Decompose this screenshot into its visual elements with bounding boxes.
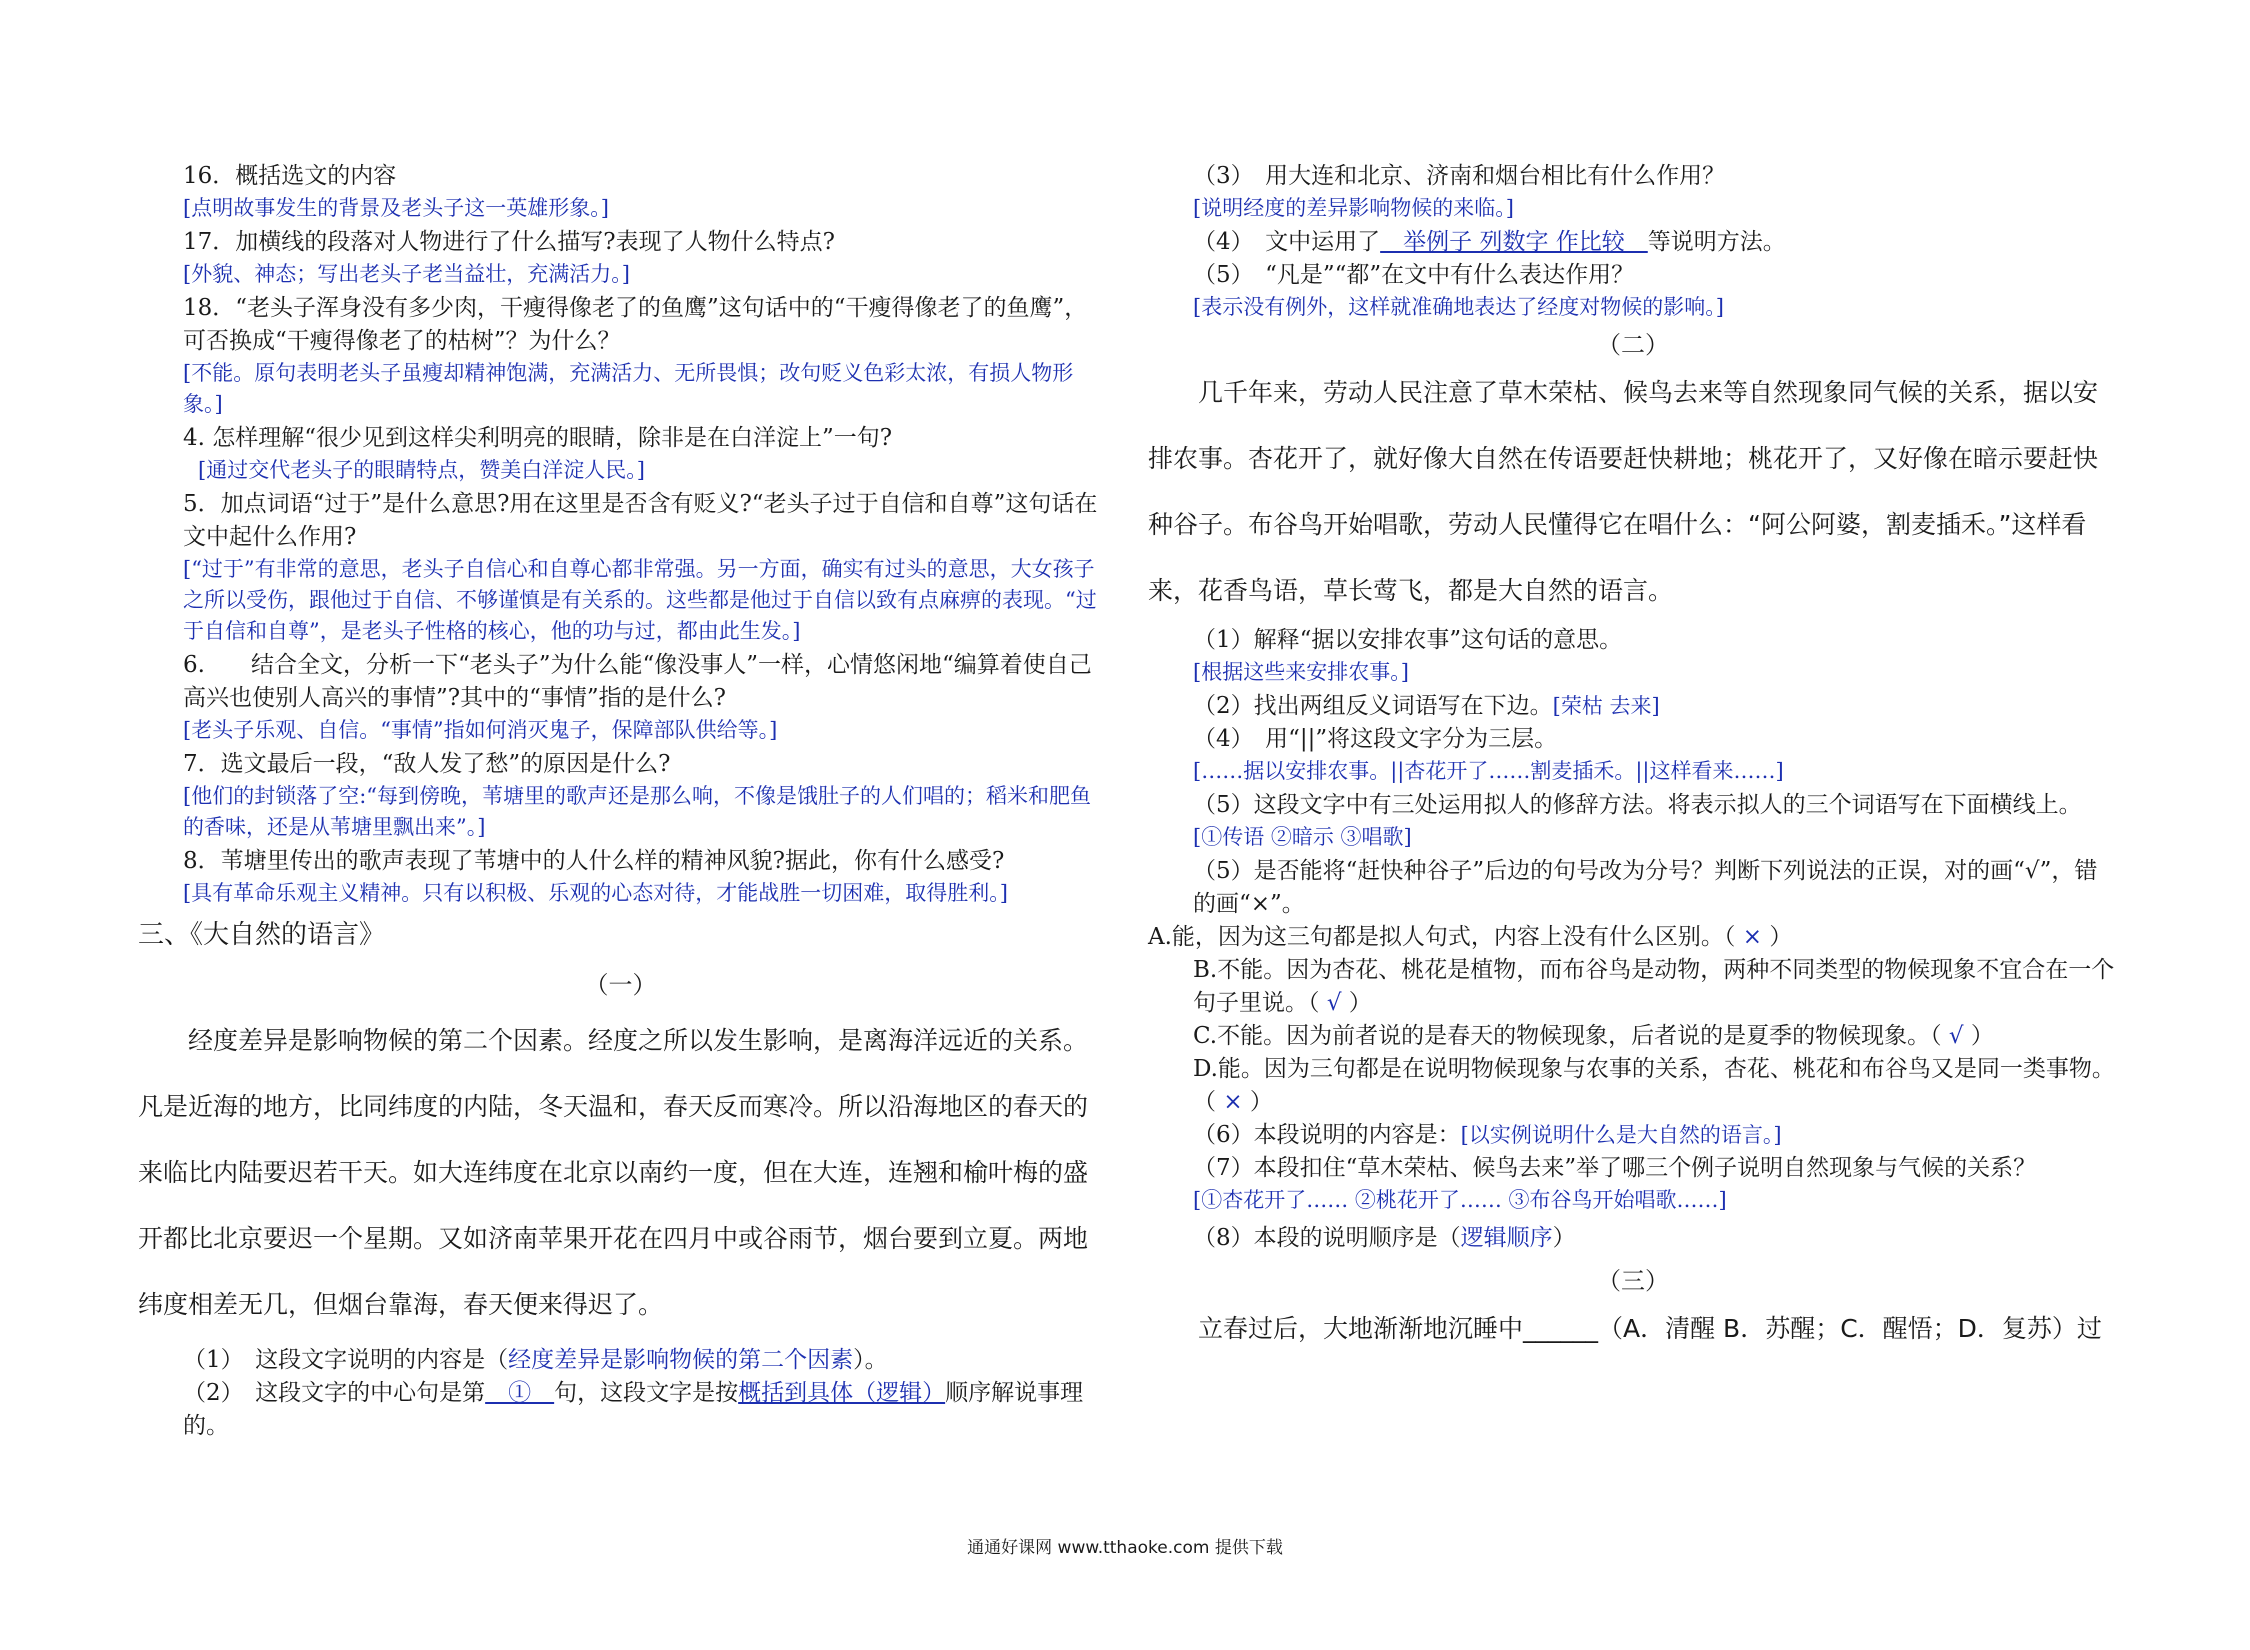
- right-column: [1148, 160, 2118, 1362]
- option-d-text: D.能。因为三句都是在说明物候现象与农事的关系，杏花、桃花和布谷鸟又是同一类事物。（: [1193, 1056, 2115, 1115]
- question-5: 5．加点词语“过于”是什么意思?用在这里是否含有贬义?“老头子过于自信和自尊”这句话在文中起什么作用?: [183, 491, 1098, 550]
- q1-answer: 经度差异是影响物候的第二个因素: [508, 1347, 854, 1373]
- q1-prefix: （1） 这段文字说明的内容是（: [183, 1347, 509, 1373]
- part-one-heading: （一）: [584, 971, 657, 999]
- passage-three: 立春过后，大地渐渐地沉睡中______（A．清醒 B．苏醒；C．醒悟；D．复苏）过: [1198, 1314, 2102, 1343]
- p2-question-6: [1148, 1119, 2118, 1152]
- p2-answer-7: [①杏花开了…… ②桃花开了…… ③布谷鸟开始唱歌……]: [1193, 1188, 1727, 1212]
- option-d-close: ）: [1249, 1089, 1273, 1115]
- q1-suffix: ）。: [853, 1347, 888, 1373]
- option-a-mark: ×: [1742, 924, 1763, 950]
- answer-6: [老头子乐观、自信。“事情”指如何消灭鬼子，保障部队供给等。]: [183, 718, 778, 742]
- methods-answer: 举例子 列数字 作比较: [1380, 229, 1648, 255]
- q2-suffix: 顺序解说事理的。: [183, 1380, 1084, 1439]
- p2-q6-text: （6）本段说明的内容是：: [1193, 1122, 1461, 1148]
- left-column: [138, 160, 1103, 1443]
- part-three-heading: （三）: [1597, 1267, 1669, 1295]
- part-two-heading: （二）: [1597, 331, 1669, 359]
- section-title: 三、《大自然的语言》: [138, 920, 386, 950]
- question-8: 8．苇塘里传出的歌声表现了苇塘中的人什么样的精神风貌?据此，你有什么感受?: [183, 848, 1005, 874]
- p2-q8-prefix: （8）本段的说明顺序是（: [1193, 1225, 1461, 1251]
- question-3: （3） 用大连和北京、济南和烟台相比有什么作用？: [1193, 163, 1726, 189]
- answer-18: [不能。原句表明老头子虽瘦却精神饱满，充满活力、无所畏惧；改句贬义色彩太浓，有损人物形象。]: [183, 361, 1074, 416]
- option-a: [1148, 921, 2118, 954]
- question-4: 4. 怎样理解“很少见到这样尖利明亮的眼睛，除非是在白洋淀上”一句?: [183, 425, 893, 451]
- q2-answer-sentence: ①: [485, 1380, 555, 1406]
- q2-prefix: （2） 这段文字的中心句是第: [183, 1380, 486, 1406]
- answer-5: [“过于”有非常的意思，老头子自信心和自尊心都非常强。另一方面，确实有过头的意思，大女孩子之所以受伤，跟他过于自信、不够谨慎是有关系的。这些都是他过于自信以致有点麻痹的表现。“过于自信和自尊”，是老头子性格的核心，他的功与过，都由此生发。]: [183, 557, 1097, 643]
- option-d: [1148, 1053, 2118, 1119]
- option-b-close: ）: [1348, 990, 1372, 1016]
- question-4-methods: [1148, 226, 2118, 259]
- part-one-question-1: [138, 1344, 1103, 1377]
- p2-answer-1: [根据这些来安排农事。]: [1193, 660, 1409, 684]
- p2-question-5b: （5）是否能将“赶快种谷子”后边的句号改为分号？判断下列说法的正误，对的画“√”，错的画“×”。: [1193, 858, 2098, 917]
- p2-q8-answer: 逻辑顺序: [1460, 1225, 1553, 1251]
- q2-answer-order: 概括到具体（逻辑）: [738, 1380, 946, 1406]
- passage-two: 几千年来，劳动人民注意了草木荣枯、候鸟去来等自然现象同气候的关系，据以安排农事。杏花开了，就好像大自然在传语要赶快耕地；桃花开了，又好像在暗示要赶快种谷子。布谷鸟开始唱歌，劳动人民懂得它在唱什么：“阿公阿婆，割麦插禾。”这样看来，花香鸟语，草长莺飞，都是大自然的语言。: [1148, 378, 2099, 605]
- question-6: 6. 结合全文，分析一下“老头子”为什么能“像没事人”一样，心情悠闲地“编算着使自己高兴也使别人高兴的事情”?其中的“事情”指的是什么?: [183, 652, 1092, 711]
- option-d-mark: ×: [1223, 1089, 1243, 1115]
- option-c-mark: √: [1948, 1023, 1964, 1049]
- answer-4: [通过交代老头子的眼睛特点，赞美白洋淀人民。]: [198, 458, 645, 482]
- p2-question-1: （1）解释“据以安排农事”这句话的意思。: [1193, 627, 1623, 653]
- question-18: 18．“老头子浑身没有多少肉，干瘦得像老了的鱼鹰”这句话中的“干瘦得像老了的鱼鹰”，可否换成“干瘦得像老了的枯树”？为什么？: [183, 295, 1088, 354]
- passage-one: 经度差异是影响物候的第二个因素。经度之所以发生影响，是离海洋远近的关系。凡是近海的地方，比同纬度的内陆，冬天温和，春天反而寒冷。所以沿海地区的春天的来临比内陆要迟若干天。如大连纬度在北京以南约一度，但在大连，连翘和榆叶梅的盛开都比北京要迟一个星期。又如济南苹果开花在四月中或谷雨节，烟台要到立夏。两地纬度相差无几，但烟台靠海，春天便来得迟了。: [138, 1026, 1089, 1319]
- part-one-question-2: [138, 1377, 1103, 1443]
- option-a-text: A.能，因为这三句都是拟人句式，内容上没有什么区别。（: [1148, 924, 1736, 950]
- p2-q8-suffix: ）: [1552, 1225, 1576, 1251]
- p2-answer-5: [①传语 ②暗示 ③唱歌]: [1193, 825, 1412, 849]
- p2-q2-answer: [荣枯 去来]: [1552, 694, 1660, 718]
- footer-credit: 通通好课网 www.tthaoke.com 提供下载: [967, 1538, 1283, 1558]
- p2-question-2: [1148, 690, 2118, 723]
- answer-8: [具有革命乐观主义精神。只有以积极、乐观的心态对待，才能战胜一切困难，取得胜利。]: [183, 881, 1008, 905]
- option-a-close: ）: [1769, 924, 1793, 950]
- q2-middle: 句，这段文字是按: [554, 1380, 739, 1406]
- option-b-mark: √: [1326, 990, 1342, 1016]
- answer-5-words: [表示没有例外，这样就准确地表达了经度对物候的影响。]: [1193, 295, 1724, 319]
- question-7: 7．选文最后一段，“敌人发了愁”的原因是什么?: [183, 751, 671, 777]
- methods-prefix: （4） 文中运用了: [1193, 229, 1381, 255]
- question-16: 16．概括选文的内容: [183, 163, 397, 189]
- p2-answer-4: [……据以安排农事。||杏花开了……割麦插禾。||这样看来……]: [1193, 759, 1784, 783]
- option-c-close: ）: [1970, 1023, 1994, 1049]
- answer-7: [他们的封锁落了空:“每到傍晚，苇塘里的歌声还是那么响，不像是饿肚子的人们唱的；稻米和肥鱼的香味，还是从苇塘里飘出来”。]: [183, 784, 1092, 839]
- p2-question-4: （4） 用“||”将这段文字分为三层。: [1193, 726, 1558, 752]
- p2-q2-text: （2）找出两组反义词语写在下边。: [1193, 693, 1553, 719]
- p2-q6-answer: [以实例说明什么是大自然的语言。]: [1460, 1123, 1782, 1147]
- answer-17: [外貌、神态；写出老头子老当益壮，充满活力。]: [183, 262, 630, 286]
- question-17: 17．加横线的段落对人物进行了什么描写?表现了人物什么特点?: [183, 229, 835, 255]
- p2-question-8: [1148, 1222, 2118, 1255]
- option-b: [1148, 954, 2118, 1020]
- option-c: [1148, 1020, 2118, 1053]
- option-c-text: C.不能。因为前者说的是春天的物候现象，后者说的是夏季的物候现象。（: [1193, 1023, 1942, 1049]
- p2-question-5: （5）这段文字中有三处运用拟人的修辞方法。将表示拟人的三个词语写在下面横线上。: [1193, 792, 2082, 818]
- answer-16: [点明故事发生的背景及老头子这一英雄形象。]: [183, 196, 609, 220]
- methods-suffix: 等说明方法。: [1647, 229, 1786, 255]
- answer-3: [说明经度的差异影响物候的来临。]: [1193, 196, 1514, 220]
- p2-question-7: （7）本段扣住“草木荣枯、候鸟去来”举了哪三个例子说明自然现象与气候的关系？: [1193, 1155, 2037, 1181]
- question-5-words: （5） “凡是”“都”在文中有什么表达作用？: [1193, 262, 1635, 288]
- option-b-text: B.不能。因为杏花、桃花是植物，而布谷鸟是动物，两种不同类型的物候现象不宜合在一个句子里说。（: [1193, 957, 2115, 1016]
